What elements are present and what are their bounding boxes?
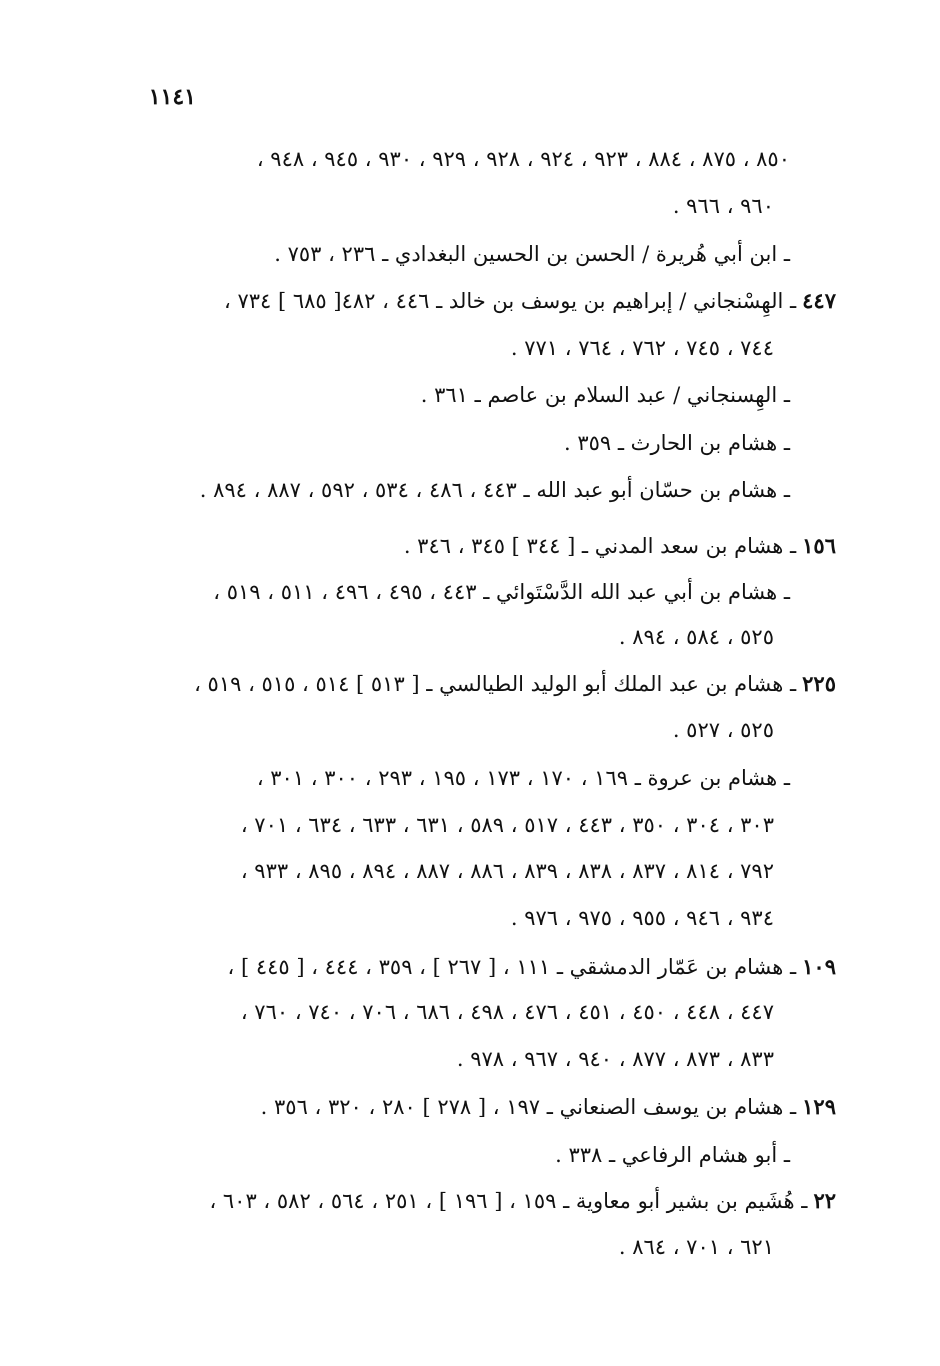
entry-line-17 — [511, 903, 774, 933]
entry-text: ـ هشام بن عبد الملك أبو الوليد الطيالسي ـ [ ٥١٣ ] ٥١٤ ، ٥١٥ ، ٥١٩ ، — [194, 672, 797, 696]
entry-line-5 — [511, 333, 774, 363]
entry-text: ـ هشام بن عروة ـ ١٦٩ ، ١٧٠ ، ١٧٣ ، ١٩٥ ، ٢٩٣ ، ٣٠٠ ، ٣٠١ ، — [256, 766, 790, 790]
entry-line-6 — [421, 380, 790, 410]
entry-line-18 — [227, 952, 836, 982]
entry-line-1 — [257, 144, 790, 174]
entry-text: ـ أبو هشام الرفاعي ـ ٣٣٨ . — [555, 1143, 790, 1167]
entry-text: ـ هشام بن الحارث ـ ٣٥٩ . — [563, 431, 790, 455]
entry-number: ١٢٩ — [802, 1094, 836, 1119]
entry-text: ـ ابن أبي هُريرة / الحسن بن الحسين البغدادي ـ ٢٣٦ ، ٧٥٣ . — [274, 242, 790, 266]
entry-text: ٦٢١ ، ٧٠١ ، ٨٦٤ . — [618, 1235, 774, 1259]
entry-line-19 — [241, 997, 774, 1027]
entry-text: ـ هشام بن أبي عبد الله الدَّسْتَوائي ـ ٤٤٣ ، ٤٩٥ ، ٤٩٦ ، ٥١١ ، ٥١٩ ، — [213, 580, 790, 604]
entry-text: ٧٩٢ ، ٨١٤ ، ٨٣٧ ، ٨٣٨ ، ٨٣٩ ، ٨٨٦ ، ٨٨٧ ، ٨٩٤ ، ٨٩٥ ، ٩٣٣ ، — [240, 859, 774, 883]
entry-text: ٩٦٠ ، ٩٦٦ . — [672, 194, 774, 218]
entry-text: ـ هُشَيم بن بشير أبو معاوية ـ ١٥٩ ، [ ١٩٦ ] ، ٢٥١ ، ٥٦٤ ، ٥٨٢ ، ٦٠٣ ، — [209, 1189, 808, 1213]
entry-text: ٧٤٤ ، ٧٤٥ ، ٧٦٢ ، ٧٦٤ ، ٧٧١ . — [510, 336, 774, 360]
entry-line-11 — [619, 622, 774, 652]
entry-line-14 — [257, 763, 790, 793]
entry-line-3 — [274, 239, 790, 269]
entry-line-24 — [619, 1232, 774, 1262]
entry-line-16 — [241, 856, 774, 886]
entry-text: ـ هشام بن عَمّار الدمشقي ـ ١١١ ، [ ٢٦٧ ] ، ٣٥٩ ، ٤٤٤ ، [ ٤٤٥ ] ، — [227, 955, 797, 979]
entry-line-15 — [241, 810, 774, 840]
entry-line-8 — [200, 475, 790, 505]
entry-text: ٨٥٠ ، ٨٧٥ ، ٨٨٤ ، ٩٢٣ ، ٩٢٤ ، ٩٢٨ ، ٩٢٩ ، ٩٣٠ ، ٩٤٥ ، ٩٤٨ ، — [256, 147, 790, 171]
entry-text: ـ الهِسْنجاني / إبراهيم بن يوسف بن خالد ـ ٤٤٦ ، ٤٨٢[ ٦٨٥ ] ٧٣٤ ، — [224, 289, 797, 313]
entry-number: ٢٢٥ — [802, 671, 836, 696]
entry-text: ـ هشام بن حسّان أبو عبد الله ـ ٤٤٣ ، ٤٨٦ ، ٥٣٤ ، ٥٩٢ ، ٨٨٧ ، ٨٩٤ . — [199, 478, 790, 502]
entry-line-20 — [457, 1044, 774, 1074]
entry-text: ـ الهِسنجاني / عبد السلام بن عاصم ـ ٣٦١ . — [420, 383, 790, 407]
entry-line-4 — [224, 286, 836, 316]
entry-text: ـ هشام بن سعد المدني ـ [ ٣٤٤ ] ٣٤٥ ، ٣٤٦ . — [403, 534, 797, 558]
entry-line-21 — [261, 1092, 836, 1122]
entry-number: ١٠٩ — [802, 954, 836, 979]
entry-line-12 — [194, 669, 836, 699]
entry-number: ١٥٦ — [802, 533, 836, 558]
page-number: ١١٤١ — [148, 84, 196, 110]
entry-text: ٥٢٥ ، ٥٨٤ ، ٨٩٤ . — [618, 625, 774, 649]
entry-text: ٣٠٣ ، ٣٠٤ ، ٣٥٠ ، ٤٤٣ ، ٥١٧ ، ٥٨٩ ، ٦٣١ ، ٦٣٣ ، ٦٣٤ ، ٧٠١ ، — [240, 813, 774, 837]
entry-line-22 — [555, 1140, 790, 1170]
entry-text: ٨٣٣ ، ٨٧٣ ، ٨٧٧ ، ٩٤٠ ، ٩٦٧ ، ٩٧٨ . — [456, 1047, 774, 1071]
entry-text: ٥٢٥ ، ٥٢٧ . — [672, 718, 774, 742]
entry-text: ٩٣٤ ، ٩٤٦ ، ٩٥٥ ، ٩٧٥ ، ٩٧٦ . — [510, 906, 774, 930]
entry-text: ٤٤٧ ، ٤٤٨ ، ٤٥٠ ، ٤٥١ ، ٤٧٦ ، ٤٩٨ ، ٦٨٦ ، ٧٠٦ ، ٧٤٠ ، ٧٦٠ ، — [240, 1000, 774, 1024]
entry-line-9 — [404, 531, 836, 561]
entry-line-10 — [213, 577, 790, 607]
entry-text: ـ هشام بن يوسف الصنعاني ـ ١٩٧ ، [ ٢٧٨ ] ٢٨٠ ، ٣٢٠ ، ٣٥٦ . — [260, 1095, 797, 1119]
entry-line-13 — [673, 715, 774, 745]
entry-number: ٤٤٧ — [802, 288, 836, 313]
entry-line-2 — [673, 191, 774, 221]
entry-line-23 — [209, 1186, 836, 1216]
entry-line-7 — [564, 428, 790, 458]
entry-number: ٢٢ — [813, 1188, 836, 1213]
